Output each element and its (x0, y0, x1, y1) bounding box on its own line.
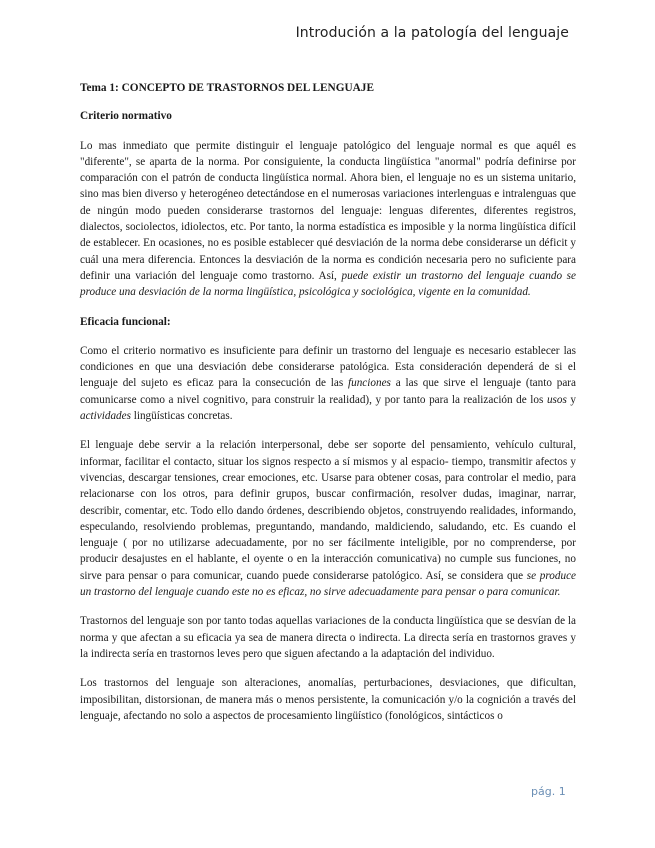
paragraph-criterio (80, 138, 576, 301)
emphasis-actividades: actividades (80, 410, 131, 423)
paragraph-eficacia-2 (80, 437, 576, 600)
paragraph-text: lingüísticas concretas. (130, 410, 233, 423)
emphasis-funciones: funciones (348, 377, 391, 390)
paragraph-text: Como el criterio normativo es insuficiente para definir un trastorno del lenguaje es necesario establecer las condiciones en que una desviación debe considerarse patológica. Esta consideración dependerá de si el lenguaje del sujeto es eficaz para la consecución de las (80, 344, 576, 390)
paragraph-eficacia-4: Los trastornos del lenguaje son alteraciones, anomalías, perturbaciones, desviaciones, que dificultan, imposibilitan, distorsionan, de manera más o menos persistente, la comunicación y/o la cognición a través del lenguaje, afectando no solo a aspectos de procesamiento lingüístico (fonológicos, sintácticos o (80, 677, 576, 722)
section-heading-criterio: Criterio normativo (80, 110, 172, 123)
paragraph-text: y (566, 393, 577, 406)
paragraph-text: Lo mas inmediato que permite distinguir el lenguaje patológico del lenguaje normal es que aquél es "diferente", se aparta de la norma. Por consiguiente, la conducta lingüística "anormal" podría definirse por comparación con el patrón de conducta lingüística normal. Ahora bien, el lenguaje no es un sistema unitario, sino mas bien diverso y heterogéneo detectándose en el numerosas variaciones interlenguas e intralenguas que de ningún modo pueden considerarse trastornos del lenguaje: lenguas diferentes, diferentes registros, dialectos, sociolectos, idiolectos, etc. Por tanto, la norma estadística es imposible y la norma lingüística difícil de establecer. En ocasiones, no es posible establecer qué desviación de la norma debe considerarse un déficit y cuál una mera diferencia. Entonces la desviación de la norma es condición necesaria pero no suficiente para definir una variación del lenguaje como trastorno. Así, (80, 139, 576, 282)
emphasis-text: se produce un trastorno del lenguaje cuando este no es eficaz, no sirve adecuadamente para pensar o para comunicar. (80, 569, 576, 599)
page-header-title: Introdución a la patología del lenguaje (295, 25, 569, 41)
paragraph-text: El lenguaje debe servir a la relación interpersonal, debe ser soporte del pensamiento, vehículo cultural, informar, facilitar el contacto, situar los signos respecto a sí mismos y al espacio- tiempo, transmitir afectos y vivencias, descargar tensiones, crear emociones, etc. Usarse para obtener cosas, para controlar el medio, para relacionarse con los otros, para definir grupos, buscar confirmación, resolver dudas, imaginar, narrar, describir, comentar, etc. Todo ello dando órdenes, describiendo objetos, construyendo realidades, informando, especulando, resolviendo problemas, preguntando, mandando, maldiciendo, saludando, etc. Es cuando el lenguaje ( por no utilizarse adecuadamente, por no ser fácilmente inteligible, por no comprenderse, por producir desajustes en el hablante, el oyente o en la interacción comunicativa) no cumple sus funciones, no sirve para pensar o para comunicar, cuando puede considerarse patológico. Así, se considera que (80, 439, 576, 582)
emphasis-text: puede existir un trastorno del lenguaje cuando se produce una desviación de la norma lingüística, psicológica y sociológica, vigente en la comunidad. (80, 269, 577, 299)
paragraph-eficacia-1 (80, 343, 576, 424)
document-body (80, 80, 576, 724)
tema-title: Tema 1: CONCEPTO DE TRASTORNOS DEL LENGUAJE (80, 82, 374, 94)
paragraph-eficacia-3: Trastornos del lenguaje son por tanto todas aquellas variaciones de la conducta lingüística que se desvían de la norma y que afectan a su eficacia ya sea de manera directa o indirecta. La directa sería en trastornos graves y la indirecta sería en trastornos leves pero que siguen afectando a la adaptación del individuo. (80, 615, 576, 660)
emphasis-usos: usos (546, 393, 567, 406)
paragraph-text: a las que sirve el lenguaje (tanto para comunicarse como a nivel cognitivo, para construir la realidad), y por tanto para la realización de los (80, 377, 576, 406)
page-number: pág. 1 (531, 785, 566, 798)
section-heading-eficacia: Eficacia funcional: (80, 315, 171, 328)
